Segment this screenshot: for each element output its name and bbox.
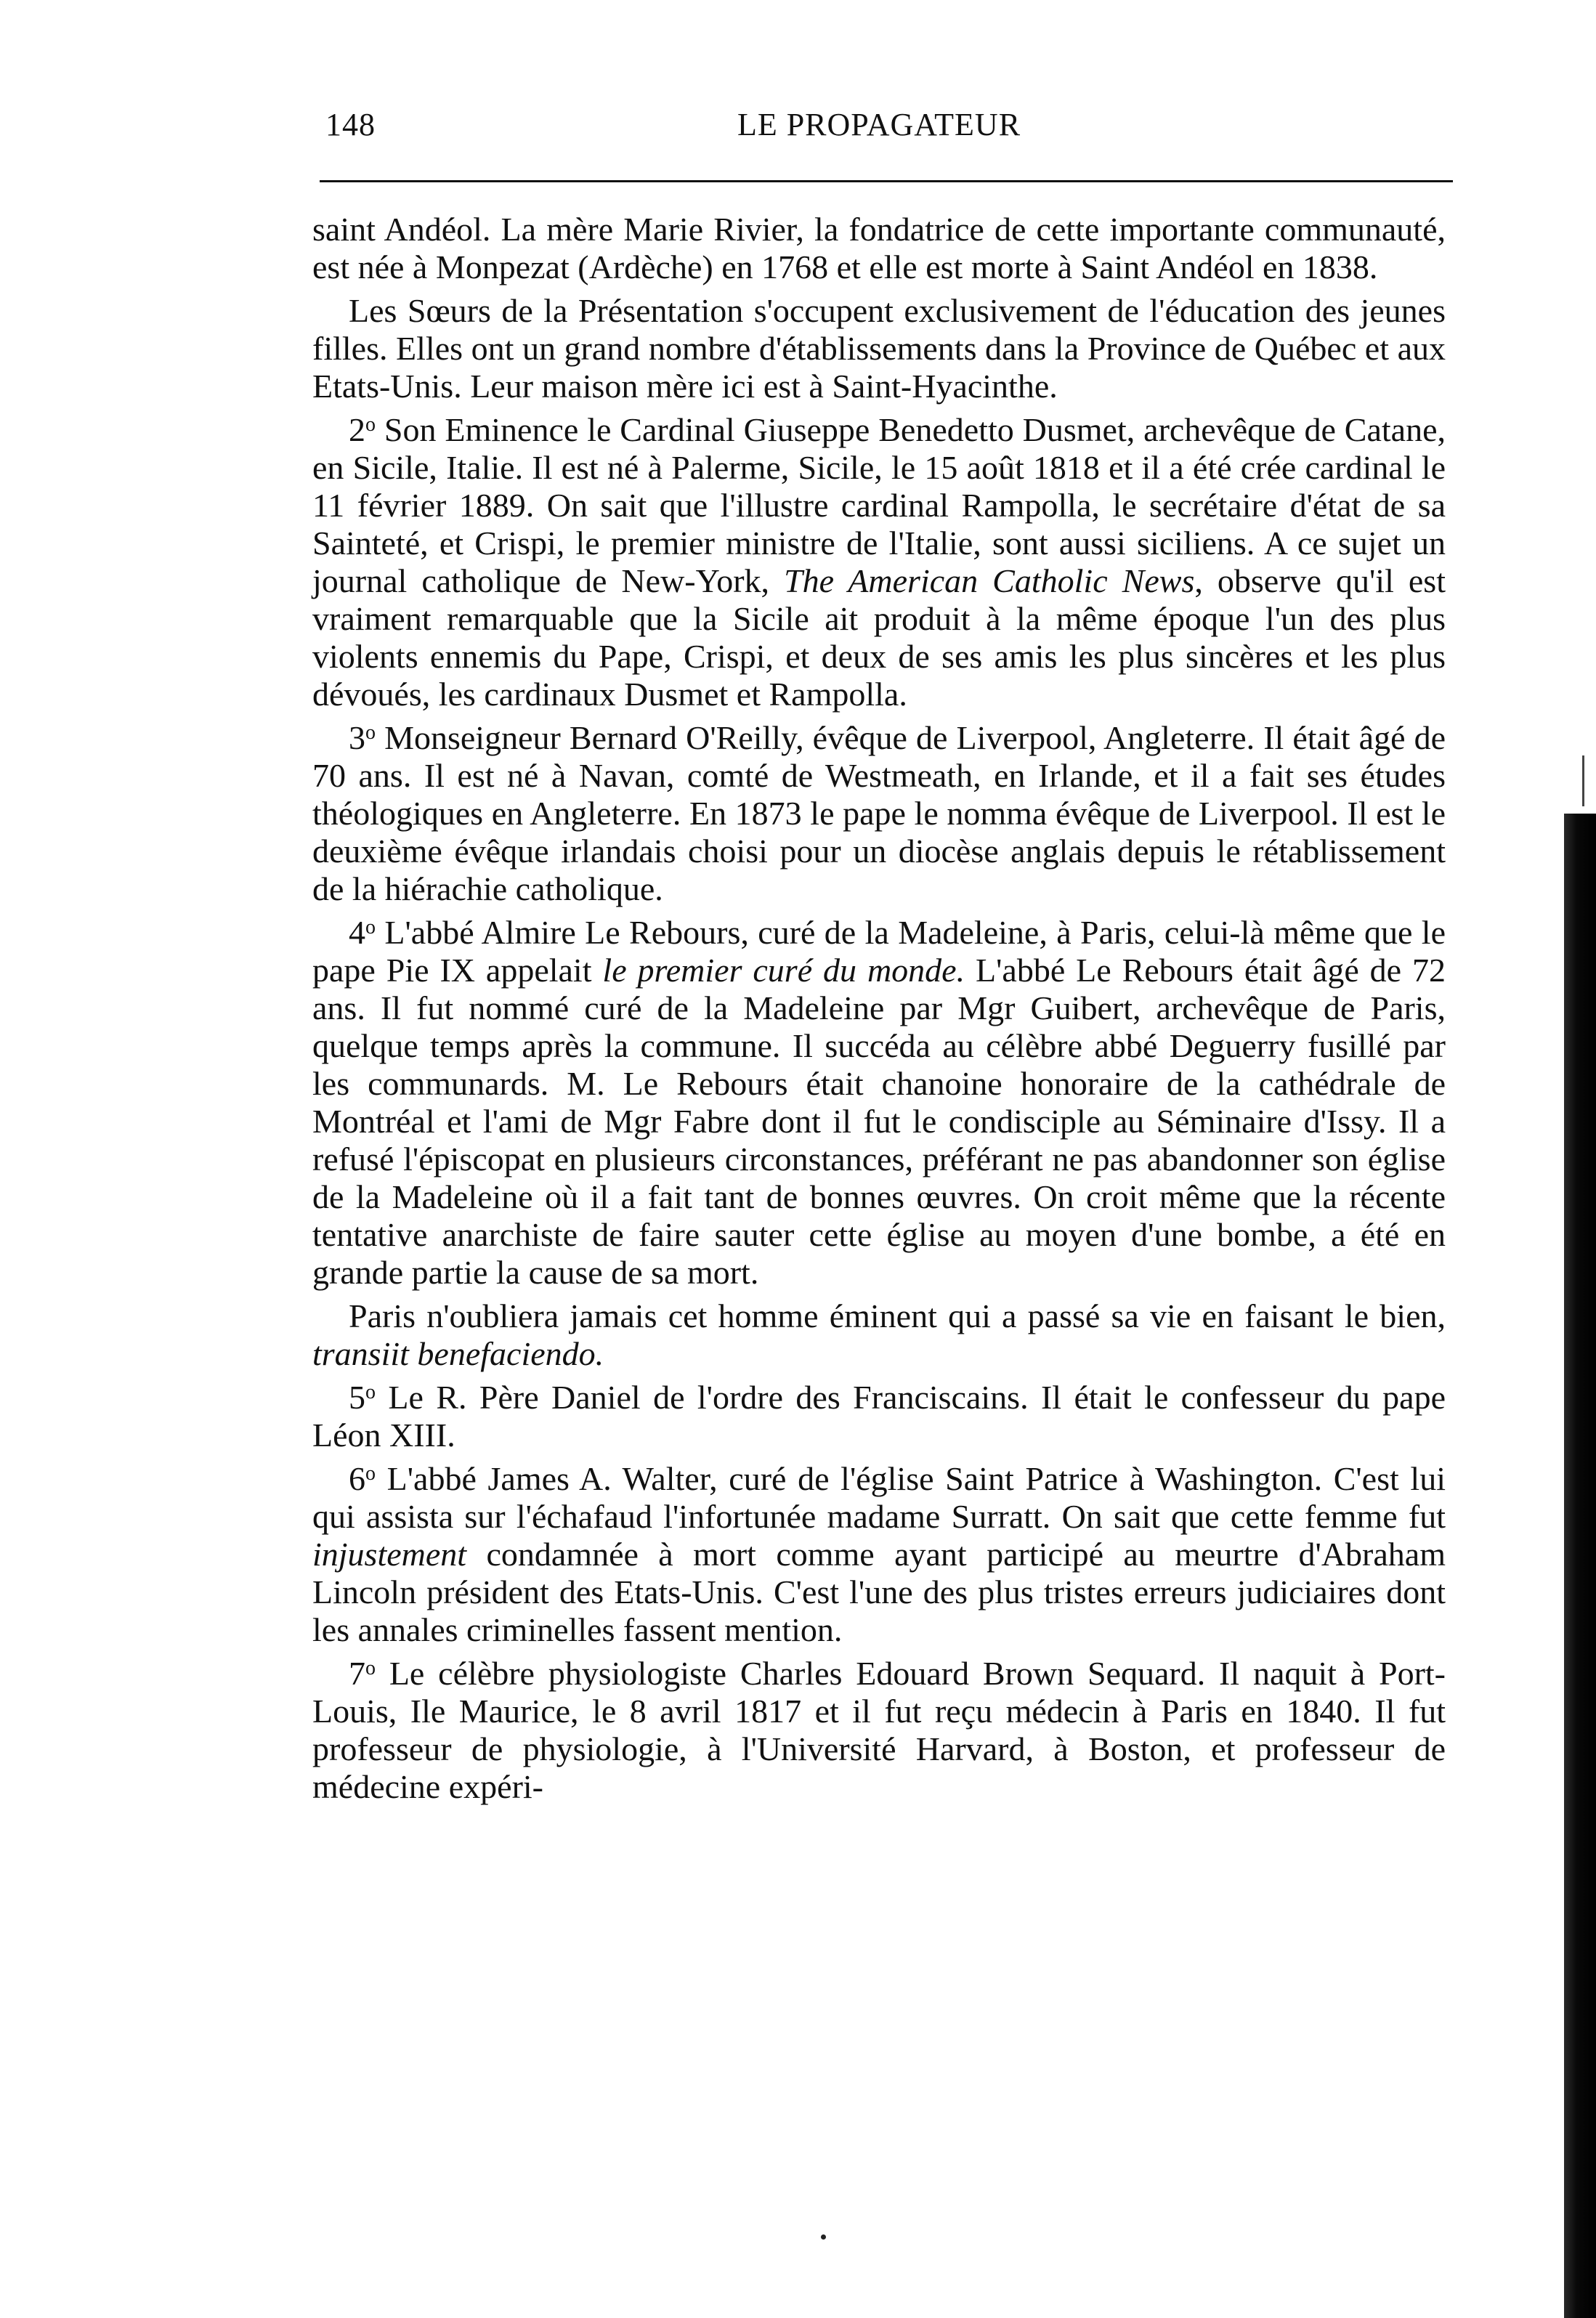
ordinal-mark: o xyxy=(365,1381,376,1403)
paragraph-text: Paris n'oubliera jamais cet homme éminent qui a passé sa vie en faisant le bien, xyxy=(349,1297,1446,1334)
ordinal-mark: o xyxy=(365,721,376,744)
paragraph-item-2 xyxy=(312,411,1446,713)
item-number: 6 xyxy=(349,1460,365,1497)
paragraph-text: Le R. Père Daniel de l'ordre des Franciscains. Il était le confesseur du pape Léon XIII. xyxy=(312,1379,1446,1454)
item-number: 5 xyxy=(349,1379,365,1416)
ordinal-mark: o xyxy=(365,1462,376,1485)
paragraph-item-5 xyxy=(312,1379,1446,1454)
running-head: LE PROPAGATEUR xyxy=(737,107,1021,142)
ordinal-mark: o xyxy=(365,916,376,939)
ordinal-mark: o xyxy=(365,413,376,436)
italic-title: The American Catholic News xyxy=(784,562,1195,599)
ordinal-mark: o xyxy=(365,1657,376,1679)
paragraph-paris xyxy=(312,1297,1446,1373)
paragraph-text: Monseigneur Bernard O'Reilly, évêque de Liverpool, Angleterre. Il était âgé de 70 ans. Il est né à Navan, comté de Westmeath, en Irlande, et il a fait ses études théologiques en Angleterre. En 1873 le pape le nomma évêque de Liverpool. Il est le deuxième évêque irlandais choisi pour un diocèse anglais depuis le rétablissement de la hiérachie catholique. xyxy=(312,719,1446,907)
paragraph-item-7 xyxy=(312,1655,1446,1806)
book-page xyxy=(312,102,1446,1805)
italic-emphasis: injustement xyxy=(312,1536,467,1573)
ink-dot xyxy=(821,2234,826,2240)
paragraph-text: Les Sœurs de la Présentation s'occupent exclusivement de l'éducation des jeunes filles. Elles ont un grand nombre d'établissements dans la Province de Québec et aux Etats-Unis. Leur maison mère ici est à Saint-Hyacinthe. xyxy=(312,292,1446,405)
page-body xyxy=(312,211,1446,1812)
page-header xyxy=(312,102,1446,167)
item-number: 2 xyxy=(349,411,365,448)
paragraph-presentation-sisters xyxy=(312,292,1446,405)
paragraph-text: L'abbé Almire Le Rebours, curé de la Madeleine, à Paris, celui-là même que le pape Pie IX appelait xyxy=(312,914,1446,989)
header-rule xyxy=(320,180,1453,182)
paragraph-continuation xyxy=(312,211,1446,286)
paragraph-text: , observe qu'il est vraiment remarquable que la Sicile ait produit à la même époque l'un des plus violents ennemis du Pape, Crispi, et deux de ses amis les plus sincères et les plus dévoués, les cardinaux Dusmet et Rampolla. xyxy=(312,562,1446,713)
paragraph-text: L'abbé Le Rebours était âgé de 72 ans. Il fut nommé curé de la Madeleine par Mgr Guibert, archevêque de Paris, quelque temps après la commune. Il succéda au célèbre abbé Deguerry fusillé par les communards. M. Le Rebours était chanoine honoraire de la cathédrale de Montréal et l'ami de Mgr Fabre dont il fut le condisciple au Séminaire d'Issy. Il a refusé l'épiscopat en plusieurs circonstances, préférant ne pas abandonner son église de la Madeleine où il a fait tant de bonnes œuvres. On croit même que la récente tentative anarchiste de faire sauter cette église au moyen d'une bombe, a été en grande partie la cause de sa mort. xyxy=(312,952,1446,1291)
italic-latin: transiit benefaciendo. xyxy=(312,1335,604,1372)
item-number: 3 xyxy=(349,719,365,756)
paragraph-text: Son Eminence le Cardinal Giuseppe Benedetto Dusmet, archevêque de Catane, en Sicile, Italie. Il est né à Palerme, Sicile, le 15 août 1818 et il a été crée cardinal le 11 février 1889. On sait que l'illustre cardinal Rampolla, le secrétaire d'état de sa Sainteté, et Crispi, le premier ministre de l'Italie, sont aussi siciliens. A ce sujet un journal catholique de New-York, xyxy=(312,411,1446,599)
item-number: 7 xyxy=(349,1655,365,1692)
paragraph-text: condamnée à mort comme ayant participé au meurtre d'Abraham Lincoln président des Etats-Unis. C'est l'une des plus tristes erreurs judiciaires dont les annales criminelles fassent mention. xyxy=(312,1536,1446,1648)
paragraph-text: Le célèbre physiologiste Charles Edouard Brown Sequard. Il naquit à Port-Louis, Ile Maurice, le 8 avril 1817 et il fut reçu médecin à Paris en 1840. Il fut professeur de physiologie, à l'Université Harvard, à Boston, et professeur de médecine expéri- xyxy=(312,1655,1446,1805)
scan-edge-speck xyxy=(1582,755,1584,806)
italic-quote: le premier curé du monde. xyxy=(602,952,965,989)
scan-edge-shadow xyxy=(1564,814,1596,2318)
page-number: 148 xyxy=(325,107,376,142)
paragraph-text: saint Andéol. La mère Marie Rivier, la fondatrice de cette importante communauté, est née à Monpezat (Ardèche) en 1768 et elle est morte à Saint Andéol en 1838. xyxy=(312,211,1446,285)
paragraph-item-6 xyxy=(312,1460,1446,1649)
item-number: 4 xyxy=(349,914,365,951)
paragraph-item-3 xyxy=(312,719,1446,908)
paragraph-text: L'abbé James A. Walter, curé de l'église Saint Patrice à Washington. C'est lui qui assista sur l'échafaud l'infortunée madame Surratt. On sait que cette femme fut xyxy=(312,1460,1446,1535)
paragraph-item-4 xyxy=(312,914,1446,1292)
